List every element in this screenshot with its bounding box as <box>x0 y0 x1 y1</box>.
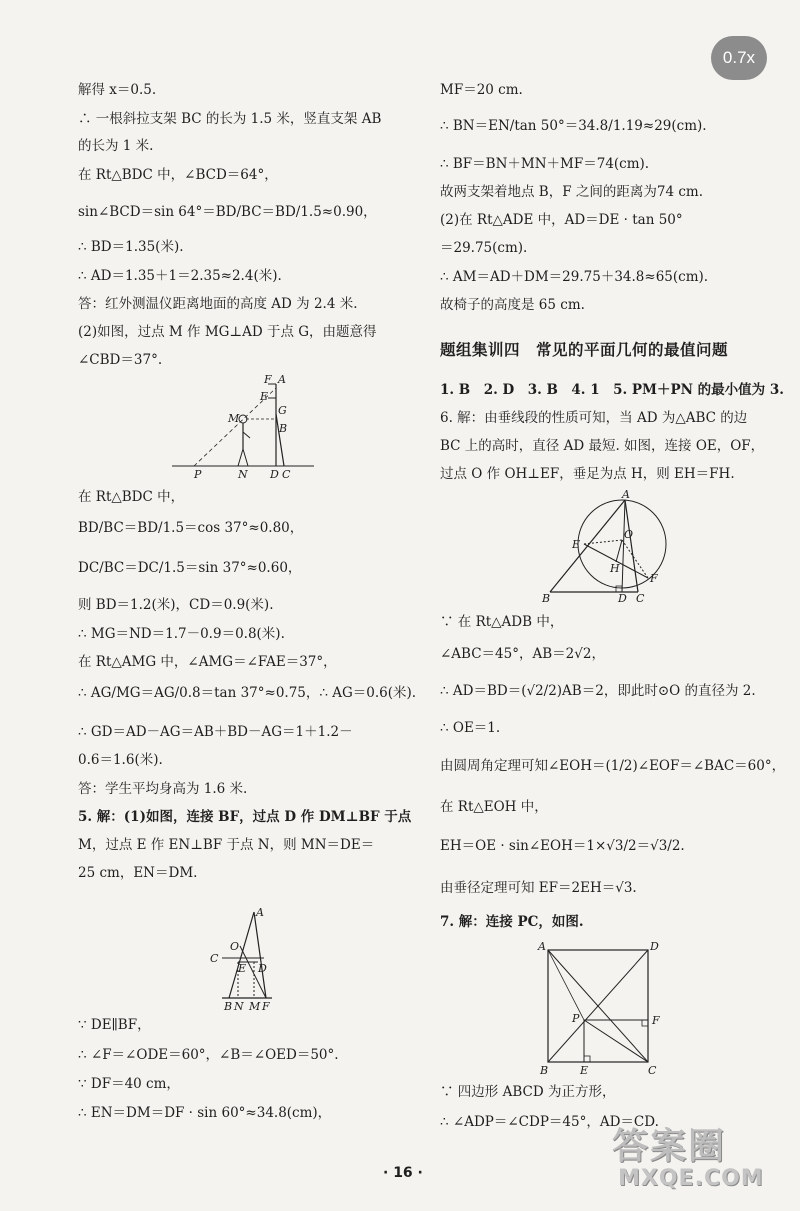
text-line: 在 Rt△AMG 中，∠AMG＝∠FAE＝37°， <box>78 654 337 670</box>
text-line: ∴ 一根斜拉支架 BC 的长为 1.5 米，竖直支架 AB <box>78 111 382 127</box>
text-line: EH＝OE · sin∠EOH＝1×√3/2＝√3/2. <box>440 838 685 854</box>
fig1-label: G <box>278 404 287 417</box>
text-line: 由圆周角定理可知∠EOH＝(1/2)∠EOF＝∠BAC＝60°， <box>440 758 786 774</box>
text-line: 则 BD＝1.2(米)，CD＝0.9(米). <box>78 597 274 613</box>
fig3-label: A <box>622 488 630 501</box>
fig3-label: H <box>610 562 620 575</box>
fig3-label: B <box>542 592 551 605</box>
text-line: ∴ ∠F＝∠ODE＝60°，∠B＝∠OED＝50°. <box>78 1047 339 1063</box>
fig1-label: B <box>279 422 288 435</box>
text-line: 解得 x＝0.5. <box>78 82 157 98</box>
text-line: 的长为 1 米. <box>78 138 154 154</box>
fig1-label: A <box>278 373 286 386</box>
text-line: 答：学生平均身高为 1.6 米. <box>78 781 248 797</box>
fig4-label: A <box>538 940 546 953</box>
fig3-label: C <box>636 592 645 605</box>
text-line: (2)在 Rt△ADE 中，AD＝DE · tan 50° <box>440 212 683 228</box>
text-line: 故两支架着地点 B，F 之间的距离为74 cm. <box>440 184 703 200</box>
text-line: 0.6＝1.6(米). <box>78 752 163 768</box>
text-line: ∴ BF＝BN＋MN＋MF＝74(cm). <box>440 156 650 172</box>
fig1-label: E <box>260 390 269 403</box>
fig2-label: F <box>262 1000 270 1013</box>
text-line: 7. 解：连接 PC，如图. <box>440 914 584 930</box>
page-number: · 16 · <box>383 1165 423 1181</box>
text-line: ∴ EN＝DM＝DF · sin 60°≈34.8(cm)， <box>78 1105 332 1121</box>
text-line: 在 Rt△EOH 中， <box>440 799 548 815</box>
zoom-level-badge[interactable]: 0.7x <box>711 36 767 80</box>
text-line: ∴ GD＝AD－AG＝AB＋BD－AG＝1＋1.2－ <box>78 724 353 740</box>
text-line: ∴ AG/MG＝AG/0.8＝tan 37°≈0.75，∴ AG＝0.6(米). <box>78 685 417 701</box>
text-line: ∵ DE∥BF， <box>78 1017 151 1033</box>
fig3-label: F <box>650 572 658 585</box>
fig3-label: O <box>624 528 634 541</box>
text-line: 过点 O 作 OH⊥EF，垂足为点 H，则 EH＝FH. <box>440 466 735 482</box>
text-line: ∠ABC＝45°，AB＝2√2， <box>440 646 605 662</box>
text-line: M，过点 E 作 EN⊥BF 于点 N，则 MN＝DE＝ <box>78 837 375 853</box>
figure-chair-diagram <box>194 906 284 1012</box>
text-line: ∴ AD＝BD＝(√2/2)AB＝2，即此时⊙O 的直径为 2. <box>440 683 756 699</box>
text-line: BC 上的高时，直径 AD 最短. 如图，连接 OE，OF， <box>440 438 765 454</box>
text-line: 答：红外测温仪距离地面的高度 AD 为 2.4 米. <box>78 296 358 312</box>
text-line: 5. 解：(1)如图，连接 BF，过点 D 作 DM⊥BF 于点 <box>78 809 412 825</box>
text-line: ∵ 在 Rt△ADB 中， <box>440 614 564 630</box>
fig4-label: C <box>648 1064 657 1077</box>
text-line: ∴ BD＝1.35(米). <box>78 239 184 255</box>
fig4-label: P <box>572 1012 580 1025</box>
text-line: ＝29.75(cm). <box>440 240 528 256</box>
text-line: ∴ AM＝AD＋DM＝29.75＋34.8≈65(cm). <box>440 269 709 285</box>
fig2-label: E <box>238 962 247 975</box>
text-line: ∴ AD＝1.35＋1＝2.35≈2.4(米). <box>78 268 282 284</box>
fig4-label: E <box>580 1064 589 1077</box>
fig2-label: D <box>258 962 267 975</box>
fig3-label: E <box>572 538 581 551</box>
fig4-label: B <box>540 1064 549 1077</box>
fig1-label: F <box>264 373 272 386</box>
text-line: 故椅子的高度是 65 cm. <box>440 297 585 313</box>
fig3-label: D <box>618 592 627 605</box>
figure-circle-triangle <box>530 488 680 605</box>
fig1-label: M <box>228 412 240 425</box>
text-line: ∴ BN＝EN/tan 50°＝34.8/1.19≈29(cm). <box>440 118 707 134</box>
text-line: ∠CBD＝37°. <box>78 352 163 368</box>
fig1-label: P <box>194 468 202 481</box>
text-line: MF＝20 cm. <box>440 82 523 98</box>
text-line: 1. B 2. D 3. B 4. 1 5. PM＋PN 的最小值为 3. <box>440 382 784 398</box>
text-line: ∴ OE＝1. <box>440 720 501 736</box>
text-line: ∵ DF＝40 cm， <box>78 1076 180 1092</box>
fig4-label: D <box>650 940 659 953</box>
section-title: 题组集训四 常见的平面几何的最值问题 <box>440 341 729 359</box>
watermark-url: MXQE.COM <box>618 1166 764 1191</box>
fig2-label: M <box>249 1000 261 1013</box>
fig2-label: A <box>256 906 264 919</box>
figure-square-diagram <box>536 940 676 1076</box>
text-line: sin∠BCD＝sin 64°＝BD/BC＝BD/1.5≈0.90， <box>78 204 377 220</box>
text-line: ∵ 四边形 ABCD 为正方形， <box>440 1084 616 1100</box>
text-line: BD/BC＝BD/1.5＝cos 37°≈0.80， <box>78 520 304 536</box>
fig2-label: C <box>210 952 219 965</box>
text-line: 在 Rt△BDC 中， <box>78 489 185 505</box>
fig2-label: O <box>230 940 240 953</box>
fig2-label: B <box>224 1000 233 1013</box>
text-line: 25 cm，EN＝DM. <box>78 865 198 881</box>
text-line: (2)如图，过点 M 作 MG⊥AD 于点 G，由题意得 <box>78 324 377 340</box>
text-line: 由垂径定理可知 EF＝2EH＝√3. <box>440 880 637 896</box>
text-line: ∴ MG＝ND＝1.7－0.9＝0.8(米). <box>78 626 285 642</box>
text-line: ∴ ∠ADP＝∠CDP＝45°，AD＝CD. <box>440 1114 659 1130</box>
text-line: DC/BC＝DC/1.5＝sin 37°≈0.60， <box>78 560 302 576</box>
fig2-label: N <box>234 1000 244 1013</box>
text-line: 6. 解：由垂线段的性质可知，当 AD 为△ABC 的边 <box>440 410 748 426</box>
fig1-label: C <box>282 468 291 481</box>
watermark-logo <box>612 1118 787 1198</box>
text-line: 在 Rt△BDC 中，∠BCD＝64°， <box>78 167 278 183</box>
fig1-label: N <box>238 468 248 481</box>
figure-thermometer-diagram <box>164 373 354 481</box>
watermark-text: 答案圈 <box>612 1126 727 1167</box>
fig4-label: F <box>652 1014 660 1027</box>
fig1-label: D <box>270 468 279 481</box>
